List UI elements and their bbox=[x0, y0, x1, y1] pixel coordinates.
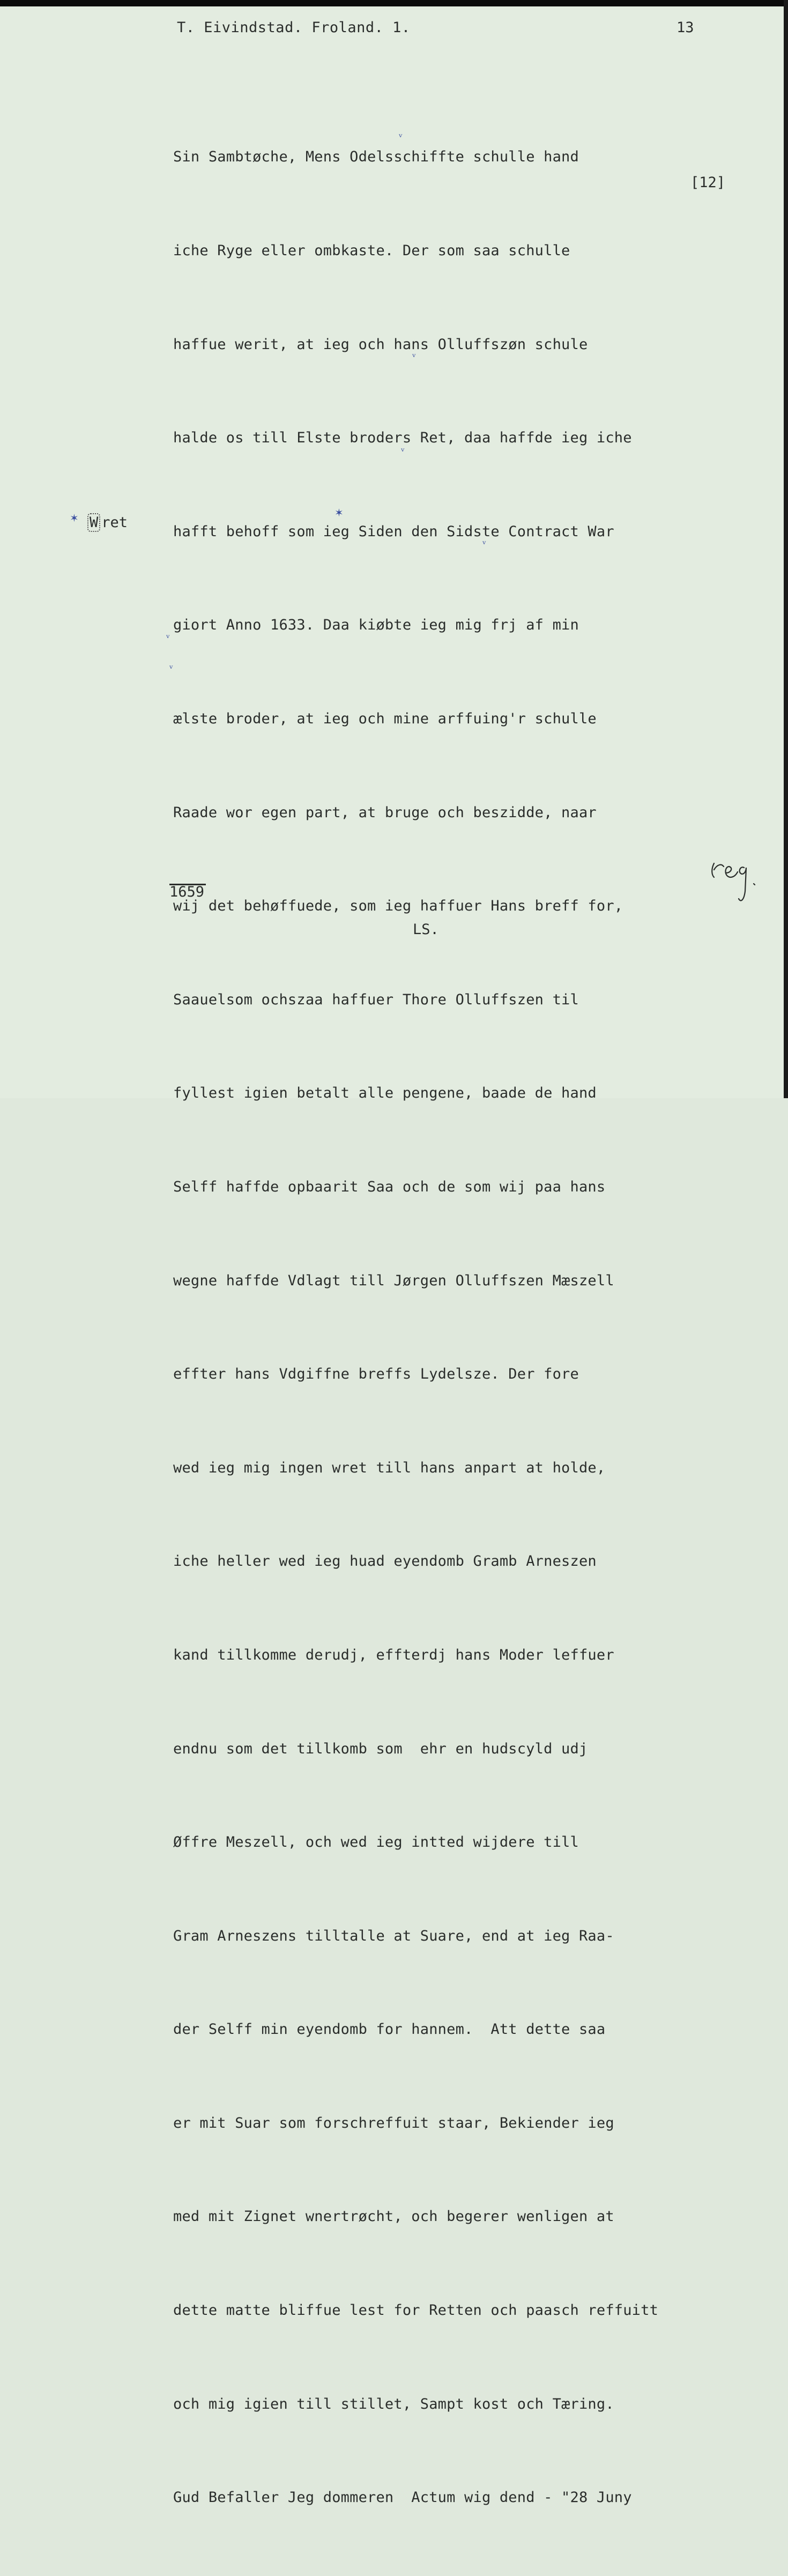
text-line: iche Ryge eller ombkaste. Der som saa schulle bbox=[173, 242, 570, 259]
text-line: Raade wor egen part, at bruge och beszidde, naar bbox=[173, 804, 597, 821]
margin-note-stamp: W bbox=[87, 513, 100, 532]
closing-year: 1659 bbox=[169, 884, 205, 900]
text-line: Gud Befaller Jeg dommeren Actum wig dend - "28 Juny bbox=[173, 2489, 632, 2506]
handwritten-initials bbox=[707, 854, 765, 920]
text-line: hafft behoff som ieg Siden den Sidste Contract War bbox=[173, 523, 614, 540]
text-line: wegne haffde Vdlagt till Jørgen Olluffszen Mæszell bbox=[173, 1272, 614, 1289]
text-line: Selff haffde opbaarit Saa och de som wij paa hans bbox=[173, 1178, 606, 1195]
text-line: och mig igien till stillet, Sampt kost och Tæring. bbox=[173, 2395, 614, 2412]
transcription-body bbox=[173, 79, 709, 2576]
text-line: er mit Suar som forschreffuit staar, Bekiender ieg bbox=[173, 2114, 614, 2131]
page-number: 13 bbox=[677, 19, 694, 36]
text-line: dette matte bliffue lest for Retten och paasch reffuitt bbox=[173, 2302, 659, 2319]
margin-reference: [12] bbox=[690, 174, 726, 191]
handwritten-initials-icon bbox=[707, 854, 765, 918]
text-line: endnu som det tillkomb som ehr en hudscyld udj bbox=[173, 1740, 588, 1757]
asterisk-icon: ✶ bbox=[70, 512, 79, 524]
caret-mark-icon: ᵛ bbox=[412, 352, 416, 363]
text-line: halde os till Elste broders Ret, daa haffde ieg iche bbox=[173, 430, 632, 447]
caret-mark-icon: ᵛ bbox=[482, 539, 486, 550]
margin-note-text: ret bbox=[101, 514, 128, 531]
caret-mark-icon: ᵛ bbox=[166, 633, 170, 644]
scan-edge-right bbox=[784, 0, 788, 1098]
text-line: ælste broder, at ieg och mine arffuing'r schulle bbox=[173, 710, 597, 727]
text-line: Øffre Meszell, och wed ieg intted wijdere till bbox=[173, 1834, 579, 1851]
text-line: kand tillkomme derudj, effterdj hans Moder leffuer bbox=[173, 1646, 614, 1663]
text-line: Saauelsom ochszaa haffuer Thore Olluffszen til bbox=[173, 991, 579, 1008]
seal-mark: LS. bbox=[413, 921, 439, 938]
text-line: der Selff min eyendomb for hannem. Att dette saa bbox=[173, 2021, 606, 2038]
caret-mark-icon: ᵛ bbox=[401, 446, 405, 457]
scan-edge-top bbox=[0, 0, 788, 6]
text-line: iche heller wed ieg huad eyendomb Gramb Arneszen bbox=[173, 1553, 597, 1570]
text-line: effter hans Vdgiffne breffs Lydelsze. Der fore bbox=[173, 1366, 579, 1383]
text-line: wed ieg mig ingen wret till hans anpart at holde, bbox=[173, 1459, 606, 1476]
signature-rule bbox=[169, 884, 206, 885]
text-line: haffue werit, at ieg och hans Olluffszøn schule bbox=[173, 336, 588, 353]
text-line: med mit Zignet wnertrøcht, och begerer wenligen at bbox=[173, 2208, 614, 2225]
text-line: Sin Sambtøche, Mens Odelsschiffte schulle hand bbox=[173, 149, 579, 166]
margin-note bbox=[70, 513, 128, 532]
text-line: Gram Arneszens tilltalle at Suare, end at ieg Raa- bbox=[173, 1927, 614, 1944]
page-header-title: T. Eivindstad. Froland. 1. bbox=[177, 19, 411, 36]
caret-mark-icon: ᵛ bbox=[399, 132, 403, 143]
asterisk-icon: ✶ bbox=[334, 506, 344, 519]
text-line: wij det behøffuede, som ieg haffuer Hans breff for, bbox=[173, 898, 623, 915]
caret-mark-icon: ᵛ bbox=[169, 663, 173, 675]
text-line: giort Anno 1633. Daa kiøbte ieg mig frj af min bbox=[173, 617, 579, 634]
text-line: fyllest igien betalt alle pengene, baade de hand bbox=[173, 1085, 597, 1102]
